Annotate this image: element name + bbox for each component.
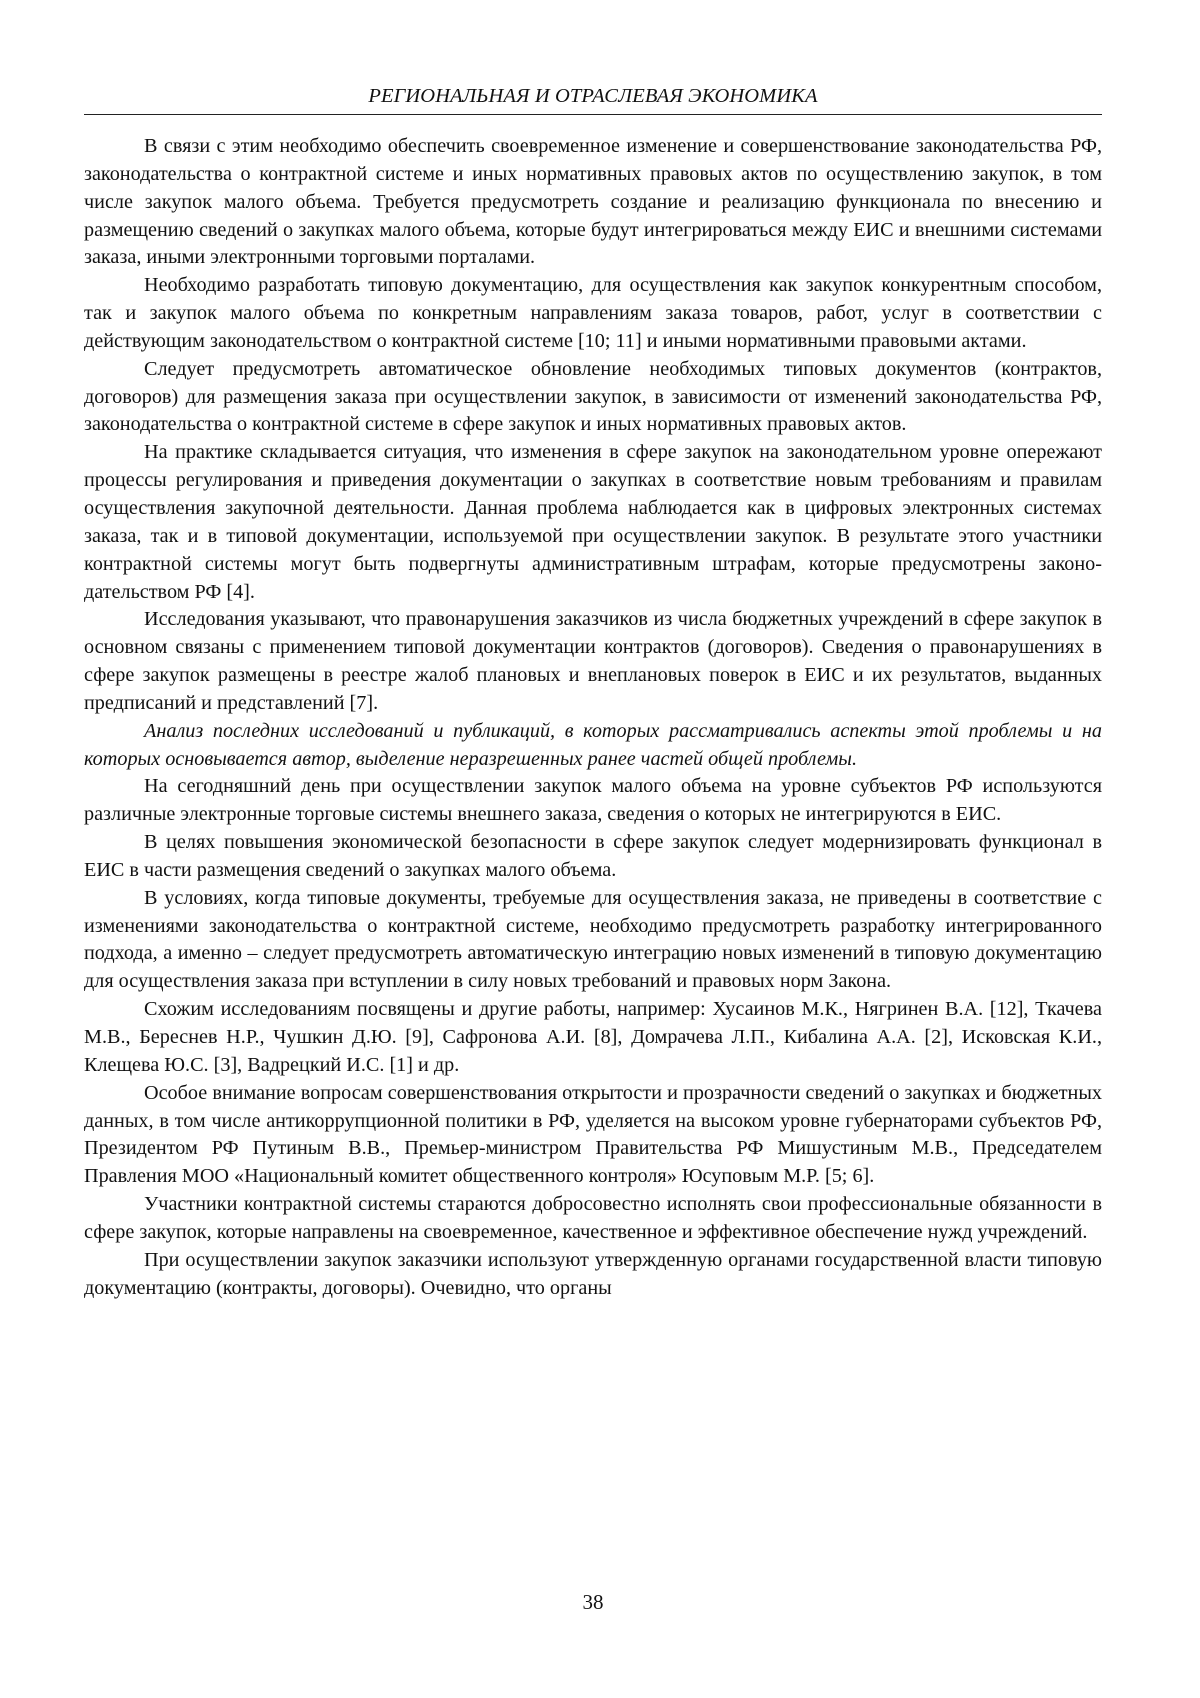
document-page	[84, 0, 1102, 1698]
paragraph: Необходимо разработать типовую документацию, для осуществления как закупок конкурентным способом, так и закупок малого объема по конкретным направлениям заказа товаров, работ, услуг в соответствии с действующим законодательством о контрактной системе [10; 11] и иными нормативными правовыми актами.	[84, 274, 1102, 352]
body-text	[84, 133, 1102, 1302]
paragraph: Особое внимание вопросам совершенствования открытости и прозрачности сведений о закупках и бюджетных данных, в том числе антикоррупционной политики в РФ, уделяется на высоком уровне губернаторами субъектов РФ, Президентом РФ Путиным В.В., Премьер-министром Правительства РФ Мишустиным М.В., Председателем Правления МОО «Национальный комитет общественного контроля» Юсуповым М.Р. [5; 6].	[84, 1081, 1102, 1188]
paragraph: При осуществлении закупок заказчики используют утвержденную органами государственной власти типовую документацию (контракты, договоры). Очевидно, что органы	[84, 1248, 1102, 1299]
paragraph: В связи с этим необходимо обеспечить своевременное изменение и совершенствование законодательства РФ, законодательства о контрактной системе и иных нормативных правовых актов по осуществлению закупок, в том числе закупок малого объема. Требуется предусмотреть создание и реализацию функционала по внесению и размещению сведений о закупках малого объема, которые будут интегрироваться между ЕИС и внешними системами заказа, иными электронными торговыми порталами.	[84, 135, 1102, 269]
running-header: РЕГИОНАЛЬНАЯ И ОТРАСЛЕВАЯ ЭКОНОМИКА	[368, 85, 818, 107]
header-rule	[84, 114, 1102, 115]
paragraph: В целях повышения экономической безопасности в сфере закупок следует модернизировать функционал в ЕИС в части размещения сведений о закупках малого объема.	[84, 831, 1102, 881]
italic-section-heading: Анализ последних исследований и публикаций, в которых рассматривались аспекты этой проблемы и на которых основывается автор, выделение неразрешенных ранее частей общей проблемы.	[84, 719, 1102, 770]
paragraph: Схожим исследованиям посвящены и другие работы, например: Хусаинов М.К., Нягринен В.А. [12], Ткачева М.В., Береснев Н.Р., Чушкин Д.Ю. [9], Сафронова А.И. [8], Домрачева Л.П., Кибалина А.А. [2], Исковская К.И., Клещева Ю.С. [3], Вадрецкий И.С. [1] и др.	[84, 998, 1102, 1076]
paragraph: Следует предусмотреть автоматическое обновление необходимых типовых документов (контрактов, договоров) для размещения заказа при осуществлении закупок, в зависимости от изменений законодательства РФ, законодательства о контрактной системе в сфере закупок и иных нормативных правовых актов.	[84, 357, 1102, 436]
page-number: 38	[582, 1590, 604, 1614]
paragraph: Исследования указывают, что правонарушения заказчиков из числа бюджетных учреждений в сфере закупок в основном связаны с применением типовой документации контрактов (договоров). Сведения о правонарушениях в сфере закупок размещены в реестре жалоб плановых и внеплановых поверок в ЕИС и их результатов, выданных предписаний и представлений [7].	[84, 608, 1102, 714]
paragraph: На сегодняшний день при осуществлении закупок малого объема на уровне субъектов РФ используются различные электронные торговые системы внешнего заказа, сведения о которых не интегрируются в ЕИС.	[84, 775, 1102, 826]
paragraph: В условиях, когда типовые документы, требуемые для осуществления заказа, не приведены в соответствие с изменениями законодательства о контрактной системе, необходимо предусмотреть разработку интегрированного подхода, а именно – следует предусмотреть автоматическую интеграцию новых изменений в типовую документацию для осуществления заказа при вступлении в силу новых требований и правовых норм Закона.	[84, 886, 1102, 993]
paragraph: На практике складывается ситуация, что изменения в сфере закупок на законодательном уровне опережают процессы регулирования и приведения документации о закупках в соответствие новым требованиям и правилам осуществления закупочной деятельности. Данная проблема наблюдается как в цифровых электронных системах заказа, так и в типовой документации, используемой при осуществлении закупок. В результате этого участники контрактной системы могут быть подвергнуты административным штрафам, которые предусмотрены законодательством РФ [4].	[84, 441, 1102, 603]
paragraph: Участники контрактной системы стараются добросовестно исполнять свои профессиональные обязанности в сфере закупок, которые направлены на своевременное, качественное и эффективное обеспечение нужд учреждений.	[84, 1193, 1102, 1243]
